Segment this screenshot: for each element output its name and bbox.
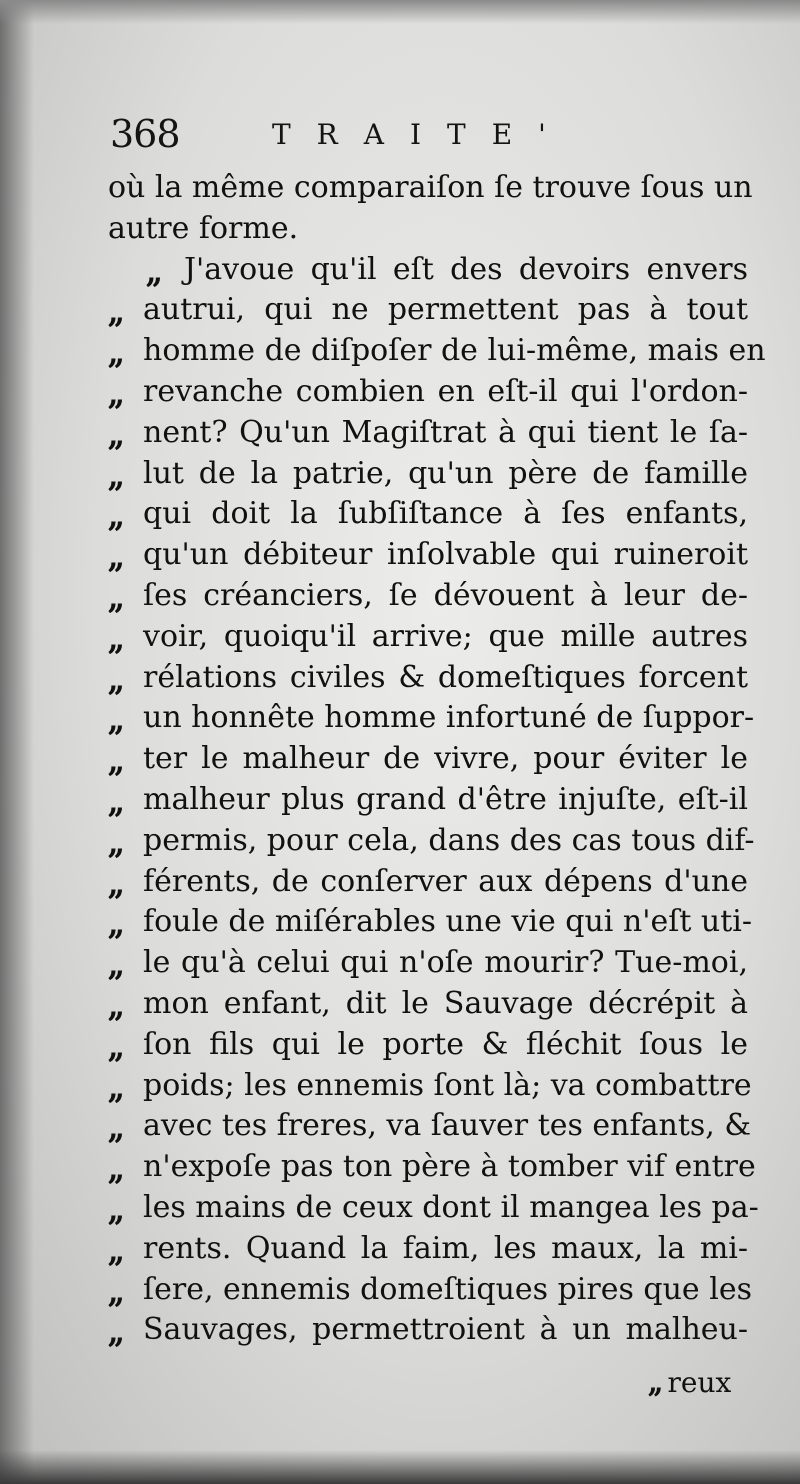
quote-mark: ,, <box>108 499 121 535</box>
text-line <box>0 250 800 291</box>
quote-mark: ,, <box>108 662 121 698</box>
text-line <box>0 1270 800 1311</box>
quote-mark: ,, <box>108 1274 121 1310</box>
line-text: voir, quoiqu'il arrive; que mille autres <box>143 618 748 654</box>
text-line <box>0 331 800 372</box>
text-line <box>0 617 800 658</box>
quote-mark: ,, <box>108 540 121 576</box>
line-text: J'avoue qu'il eſt des devoirs envers <box>184 251 748 287</box>
line-text: rents. Quand la faim, les maux, la mi- <box>143 1230 748 1266</box>
line-text: autre forme. <box>108 210 299 246</box>
catchword-quote-mark: ,, <box>648 1366 660 1399</box>
line-text: rélations civiles & domeſtiques forcent <box>143 659 748 695</box>
quote-mark: ,, <box>108 1315 121 1351</box>
quote-mark: ,, <box>108 336 121 372</box>
line-text: malheur plus grand d'être injuſte, eſt-il <box>143 781 748 817</box>
text-line <box>0 739 800 780</box>
text-line <box>0 1229 800 1270</box>
text-line <box>0 494 800 535</box>
line-text: revanche combien en eſt-il qui l'ordon- <box>143 373 748 409</box>
quote-mark: ,, <box>108 1192 121 1228</box>
line-text: qui doit la ſubſiſtance à ſes enfants, <box>143 496 748 532</box>
text-line <box>0 454 800 495</box>
line-text: qu'un débiteur inſolvable qui ruineroit <box>143 537 748 573</box>
line-text: Sauvages, permettroient à un malheu- <box>143 1312 748 1348</box>
line-text: mon enfant, dit le Sauvage décrépit à <box>143 985 748 1021</box>
text-line <box>0 1188 800 1229</box>
catchword-text: reux <box>667 1366 732 1399</box>
text-line <box>0 780 800 821</box>
line-text: ſere, ennemis domeſtiques pires que les <box>143 1271 752 1307</box>
quote-mark: ,, <box>108 1070 121 1106</box>
page-bottom-shadow <box>0 1450 800 1484</box>
line-text: le qu'à celui qui n'oſe mourir? Tue-moi, <box>143 945 748 981</box>
text-line <box>0 1310 800 1351</box>
page-header <box>110 108 610 160</box>
text-line <box>0 984 800 1025</box>
line-text: n'expoſe pas ton père à tomber vif entre <box>143 1149 756 1185</box>
quote-mark: ,, <box>108 580 121 616</box>
quote-mark: ,, <box>146 254 159 290</box>
quote-mark: ,, <box>108 988 121 1024</box>
text-line <box>0 168 800 209</box>
quote-mark: ,, <box>108 1233 121 1269</box>
text-line <box>0 1106 800 1147</box>
line-text: férents, de conſerver aux dépens d'une <box>143 863 748 899</box>
page-number: 368 <box>110 112 180 156</box>
line-text: homme de diſpoſer de lui-même, mais en <box>143 333 766 369</box>
quote-mark: ,, <box>108 703 121 739</box>
quote-mark: ,, <box>108 1111 121 1147</box>
text-line <box>0 1147 800 1188</box>
line-text: un honnête homme infortuné de ſuppor- <box>143 700 755 736</box>
running-head: TRAITE' <box>272 118 572 151</box>
text-line <box>0 1025 800 1066</box>
quote-mark: ,, <box>108 621 121 657</box>
text-line <box>0 372 800 413</box>
line-text: ſes créanciers, ſe dévouent à leur de- <box>143 577 748 613</box>
quote-mark: ,, <box>108 825 121 861</box>
line-text: ſon fils qui le porte & fléchit ſous le <box>143 1026 748 1062</box>
line-text: les mains de ceux dont il mangea les pa- <box>143 1189 759 1225</box>
text-line <box>0 698 800 739</box>
line-text: nent? Qu'un Magiſtrat à qui tient le ſa- <box>143 414 748 450</box>
line-text: foule de miſérables une vie qui n'eſt uti- <box>143 904 753 940</box>
text-line <box>0 535 800 576</box>
text-line <box>0 821 800 862</box>
line-text: poids; les ennemis ſont là; va combattre <box>143 1067 752 1103</box>
quote-mark: ,, <box>108 744 121 780</box>
line-text: ter le malheur de vivre, pour éviter le <box>143 741 748 777</box>
line-text: avec tes freres, va ſauver tes enfants, & <box>143 1108 752 1144</box>
line-text: où la même comparaiſon ſe trouve ſous un <box>108 170 753 205</box>
body-text <box>0 168 800 1351</box>
line-text: lut de la patrie, qu'un père de famille <box>143 455 748 491</box>
quote-mark: ,, <box>108 458 121 494</box>
text-line <box>0 1066 800 1107</box>
page-top-shadow <box>0 0 800 24</box>
quote-mark: ,, <box>108 1152 121 1188</box>
line-text: permis, pour cela, dans des cas tous dif- <box>143 822 755 858</box>
quote-mark: ,, <box>108 376 121 412</box>
quote-mark: ,, <box>108 1029 121 1065</box>
text-line <box>0 943 800 984</box>
line-text: autrui, qui ne permettent pas à tout <box>143 292 748 328</box>
quote-mark: ,, <box>108 784 121 820</box>
catchword <box>648 1366 731 1399</box>
text-line <box>0 413 800 454</box>
quote-mark: ,, <box>108 948 121 984</box>
quote-mark: ,, <box>108 417 121 453</box>
quote-mark: ,, <box>108 907 121 943</box>
text-line <box>0 290 800 331</box>
text-line <box>0 862 800 903</box>
quote-mark: ,, <box>108 295 121 331</box>
text-line <box>0 902 800 943</box>
text-line <box>0 658 800 699</box>
text-line <box>0 576 800 617</box>
quote-mark: ,, <box>108 866 121 902</box>
text-line <box>0 209 800 250</box>
